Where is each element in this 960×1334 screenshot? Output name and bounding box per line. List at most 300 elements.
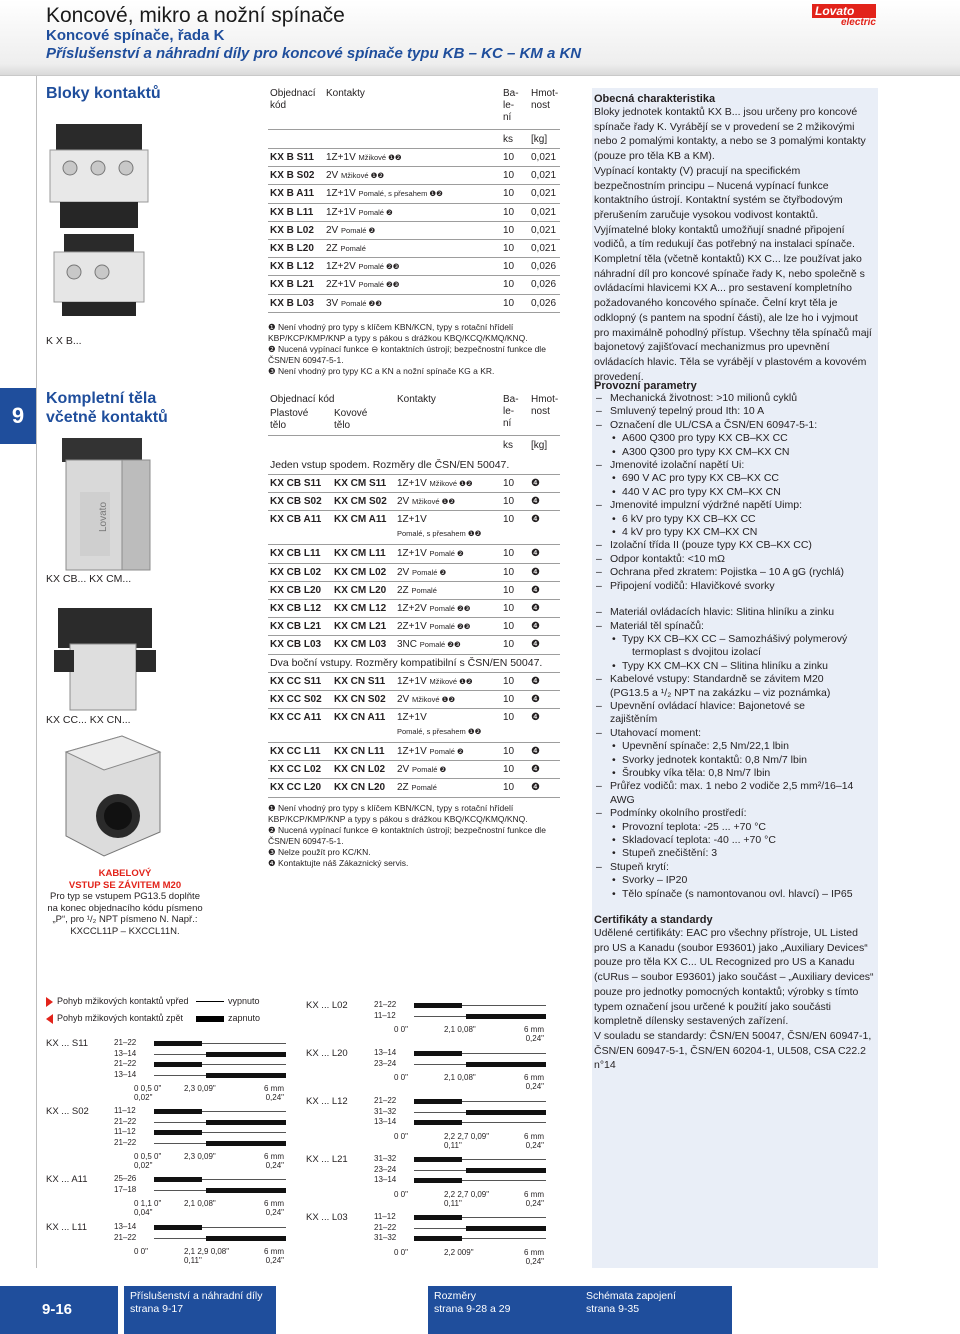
on-bar: [414, 1120, 462, 1125]
diagram-name: KX ... A11: [46, 1174, 88, 1185]
on-bar: [154, 1062, 202, 1067]
param-item: – Materiál těl spínačů:: [594, 620, 874, 633]
footnote-1: ❶ Není vhodný pro typy s klíčem KBN/KCN, typy s rotační hřídelí KBP/KCP/KMP/KNP a typy s pákou s drážkou KBQ/KCQ/KMQ/KNQ.: [268, 802, 528, 824]
row-rule: [268, 492, 560, 493]
metal-code: KX CN A11: [334, 712, 386, 723]
param-item: • 6 kV pro typy KX CB–KX CC: [594, 513, 874, 526]
cable-note-title1: KABELOVÝ: [98, 868, 152, 879]
contacts-value: 2Z: [397, 782, 409, 794]
contacts-value: 1Z+1V: [397, 675, 427, 687]
logo-sub: electric: [840, 17, 876, 28]
param-item: • 690 V AC pro typy KX CB–KX CC: [594, 472, 874, 485]
on-bar: [414, 1157, 462, 1162]
footer-dimensions-label: Rozměry: [434, 1290, 477, 1302]
terminal-label: 31–32: [374, 1233, 397, 1242]
h-pack1: Ba-: [503, 88, 519, 99]
contact-block-photo: [46, 120, 152, 320]
contacts-value: 2Z: [397, 584, 409, 596]
dim-mid: 2,1 0,08": [444, 1025, 476, 1034]
metal-code: KX CM L03: [334, 639, 387, 651]
pack-qty: 10: [503, 675, 515, 687]
page-subtitle-2: Příslušenství a náhradní díly pro koncové spínače typu KB – KC – KM a KN: [46, 45, 582, 62]
h-code: Objednací kód: [270, 394, 335, 405]
h-weight1: Hmot-: [531, 88, 559, 99]
label-kxcb: KX CB... KX CM...: [46, 573, 132, 585]
pack-qty: 10: [503, 261, 515, 273]
diagram-name: KX ... L03: [306, 1212, 348, 1223]
terminal-label: 13–14: [374, 1117, 397, 1126]
section-complete-bodies-line2: včetně kontaktů: [46, 409, 168, 426]
dim-start: 0 0": [394, 1073, 408, 1082]
h-contacts: Kontakty: [326, 88, 365, 99]
arrow-forward-icon: [46, 997, 53, 1007]
h-contacts: Kontakty: [397, 394, 436, 405]
cable-note-body: Pro typ se vstupem PG13.5 doplňte na konec objednacího kódu písmeno „P“, pro ¹/₂ NPT písmeno N. Např.: KXCCL11P – KXCCL11N.: [47, 891, 203, 937]
plastic-code: KX CB A11: [270, 514, 322, 526]
order-code: KX B A11: [270, 188, 315, 200]
contacts-value: 2V: [326, 170, 339, 182]
legend-off-text: vypnuto: [228, 996, 260, 1006]
weight-note: ❹: [531, 548, 540, 560]
general-p2: Vypínací kontakty (V) pracují na specifickém bezpečnostním principu – Nucená vypínací funkce kontaktního ústrojí. Kontaktní systém se čtyřbodovým přerušením zaručuje vysokou vodivost kontaktů. Vyjímatelné bloky kontaktů umožňují snadné připojení vodičů, a tím redukují čas potřebný na instalaci spínače.: [594, 164, 855, 251]
weight: 0,026: [531, 261, 557, 273]
pack-qty: 10: [503, 712, 515, 723]
page-title: Koncové, mikro a nožní spínače: [46, 4, 345, 27]
metal-code: KX CM S02: [334, 496, 387, 508]
dim-end: 6 mm 0,24": [264, 1247, 284, 1265]
metal-code: KX CN L11: [334, 746, 385, 757]
on-bar: [414, 1178, 462, 1183]
param-item: – Kabelové vstupy: Standardně se závitem M20: [594, 673, 874, 686]
contacts-type: Pomalé ❷: [429, 549, 464, 559]
param-item: • Upevnění spínače: 2,5 Nm/22,1 lbin: [594, 740, 874, 753]
contacts-cell: [326, 243, 366, 254]
param-item: [594, 593, 874, 606]
param-item: • 440 V AC pro typy KX CM–KX CN: [594, 486, 874, 499]
contacts-cell: [397, 621, 471, 632]
terminal-label: 23–24: [374, 1058, 397, 1068]
contacts-cell: [326, 152, 402, 163]
dim-start: 0 1,1 0" 0,04": [134, 1199, 162, 1217]
on-bar: [466, 1168, 546, 1173]
weight: 0,021: [531, 224, 557, 236]
contacts-cell: [326, 279, 400, 290]
footer-wiring-page: strana 9-35: [586, 1303, 640, 1315]
page-footer: [0, 1286, 960, 1334]
contacts-value: 2V: [397, 764, 410, 776]
contacts-cell: [397, 764, 446, 775]
order-code: KX B L03: [270, 297, 314, 309]
general-characteristics: [594, 93, 874, 384]
weight: 0,021: [531, 206, 557, 218]
on-bar: [206, 1073, 286, 1078]
dim-end: 6 mm 0,24": [524, 1189, 544, 1208]
row-rule: [268, 599, 560, 600]
contacts-value: 1Z+1V: [397, 514, 427, 526]
pack-qty: 10: [503, 224, 515, 236]
contacts-type: Pomalé ❷: [412, 567, 447, 577]
order-code: KX B S02: [270, 170, 315, 182]
section-contact-blocks: Bloky kontaktů: [46, 85, 161, 102]
terminal-label: 25–26: [114, 1174, 137, 1183]
weight-note: ❹: [531, 782, 540, 794]
diagram-name: KX ... L21: [306, 1154, 348, 1165]
weight-note: ❹: [531, 693, 540, 705]
weight-note: ❹: [531, 764, 540, 776]
weight: 0,021: [531, 188, 557, 200]
cable-note-title2: VSTUP SE ZÁVITEM M20: [68, 879, 182, 891]
weight-note: ❹: [531, 621, 540, 633]
chapter-tab: 9: [0, 388, 36, 444]
dim-start: 0 0": [394, 1247, 408, 1257]
metal-code: KX CM L11: [334, 548, 386, 560]
footnote-3: ❸ Není vhodný pro typy KC a KN a nožní spínače KG a KR.: [268, 366, 495, 376]
contacts-cell: [397, 676, 473, 687]
weight: 0,026: [531, 279, 557, 291]
dim-mid: 2,2 009": [444, 1247, 474, 1257]
row-rule: [268, 672, 560, 673]
diagram-name: KX ... L02: [306, 1000, 348, 1011]
contacts-value: 1Z+1V: [326, 188, 356, 200]
param-item: • A600 Q300 pro typy KX CB–KX CC: [594, 432, 874, 445]
plastic-code: KX CC A11: [270, 712, 322, 723]
operating-list: [594, 392, 874, 901]
param-item: – Materiál ovládacích hlavic: Slitina hliníku a zinku: [594, 606, 874, 619]
page-subtitle: Koncové spínače, řada K: [46, 27, 225, 44]
contacts-type: Pomalé ❷❸: [429, 604, 471, 613]
contacts-type: Pomalé ❷❸: [358, 280, 400, 290]
contacts-type: Pomalé: [411, 585, 437, 595]
dim-start: 0 0": [394, 1131, 408, 1141]
row-rule: [268, 184, 560, 185]
contacts-value: 3V: [326, 297, 339, 309]
svg-text:Lovato: Lovato: [98, 501, 109, 532]
header-rule: [268, 435, 560, 436]
group-end-rule: [268, 654, 560, 655]
plastic-code: KX CC L11: [270, 746, 321, 757]
on-bar: [154, 1041, 202, 1046]
row-rule: [268, 275, 560, 276]
row-rule: [268, 221, 560, 222]
contacts-cell: [397, 585, 437, 596]
plastic-code: KX CB S11: [270, 478, 322, 489]
on-bar: [206, 1052, 286, 1057]
header-rule: [268, 129, 560, 130]
order-code: KX B L12: [270, 261, 314, 273]
h-pack3: ní: [503, 112, 512, 123]
contacts-value: 2V: [397, 566, 410, 578]
weight-note: ❹: [531, 639, 540, 651]
unit-weight: [kg]: [531, 440, 548, 451]
param-item: • A300 Q300 pro typy KX CM–KX CN: [594, 446, 874, 459]
contacts-type: Mžikové ❶❷: [412, 694, 456, 704]
metal-code: KX CM L02: [334, 566, 387, 578]
contacts-type: Pomalé ❷❸: [429, 622, 471, 632]
param-item: – Izolační třída II (pouze typy KX CB–KX CC): [594, 539, 874, 552]
contacts-cell: [326, 188, 443, 199]
row-rule: [268, 474, 560, 475]
param-item: – Připojení vodičů: Hlavičkové svorky: [594, 580, 874, 593]
contacts-cell: [397, 694, 455, 705]
h-code2: kód: [270, 100, 287, 111]
param-item: – Utahovací moment:: [594, 727, 874, 740]
contacts-cell: [326, 207, 393, 218]
param-item: – Průřez vodičů: max. 1 nebo 2 vodiče 2,5 mm²/16–14 AWG: [594, 780, 874, 807]
table-end-rule: [268, 797, 560, 798]
footnote-3: ❸ Nelze použít pro KC/KN.: [268, 846, 371, 857]
contacts-cell: [397, 746, 464, 757]
unit-weight: [kg]: [531, 134, 548, 145]
h-pack3: ní: [503, 418, 512, 429]
pack-qty: 10: [503, 782, 515, 794]
table-end-rule: [268, 312, 560, 313]
label-kxcc: KX CC... KX CN...: [46, 714, 131, 726]
plastic-code: KX CC S02: [270, 693, 322, 705]
contacts-cell: [397, 567, 446, 578]
weight-note: ❹: [531, 746, 540, 757]
terminal-label: 21–22: [114, 1038, 137, 1047]
terminal-label: 11–12: [374, 1010, 396, 1020]
weight-note: ❹: [531, 566, 540, 578]
h-plastic2: tělo: [270, 420, 287, 431]
on-bar: [466, 1226, 546, 1231]
contacts-value: 2V: [326, 224, 339, 236]
metal-code: KX CM L20: [334, 584, 387, 596]
dim-mid: 2,1 0,08": [444, 1073, 476, 1082]
param-item: – Odpor kontaktů: <10 mΩ: [594, 553, 874, 566]
pack-qty: 10: [503, 566, 515, 578]
contacts-cell: [397, 548, 464, 559]
dim-mid: 2,2 2,7 0,09" 0,11": [444, 1189, 490, 1208]
row-rule: [268, 257, 560, 258]
legend-on: [196, 1013, 260, 1023]
dim-mid: 2,2 2,7 0,09" 0,11": [444, 1131, 490, 1150]
terminal-label: 11–12: [114, 1106, 136, 1115]
terminal-label: 13–14: [114, 1048, 137, 1058]
pack-qty: 10: [503, 243, 515, 254]
contacts-type: Pomalé ❷: [358, 207, 393, 217]
on-bar: [206, 1236, 286, 1241]
terminal-label: 31–32: [374, 1154, 397, 1163]
footnote-1: ❶ Není vhodný pro typy s klíčem KBN/KCN, typy s rotační hřídelí KBP/KCP/KMP/KNP a typy s pákou s drážkou KBQ/KCQ/KMQ/KNQ.: [268, 322, 528, 343]
h-plastic1: Plastové: [270, 408, 309, 419]
contacts-type: Pomalé ❷: [412, 765, 447, 775]
plastic-code: KX CB L11: [270, 548, 321, 560]
order-code: KX B L11: [270, 206, 314, 218]
param-item: • Tělo spínače (s namontovanou ovl. hlavcí) – IP65: [594, 888, 874, 901]
pack-qty: 10: [503, 746, 515, 757]
pack-qty: 10: [503, 693, 515, 705]
weight-note: ❹: [531, 675, 540, 687]
diagram-name: KX ... S11: [46, 1038, 89, 1049]
row-rule: [268, 617, 560, 618]
param-item: • 4 kV pro typy KX CM–KX CN: [594, 526, 874, 539]
h-pack2: le-: [503, 100, 515, 111]
row-rule: [268, 544, 560, 545]
dim-end: 6 mm 0,24": [524, 1247, 544, 1266]
footer-link-dimensions[interactable]: [428, 1286, 580, 1334]
dim-mid: 2,3 0,09": [184, 1084, 216, 1093]
order-code: KX B L02: [270, 224, 314, 236]
row-rule: [268, 294, 560, 295]
operating-parameters: [594, 380, 874, 901]
general-p1: Bloky jednotek kontaktů KX B... jsou určeny pro koncové spínače řady K. Vyrábějí se v provedení se 2 mžikovými nebo 2 pomalými kontakty, a nebo se 3 pomalými kontakty (pouze pro těla KB a KM).: [594, 106, 866, 163]
dim-mid: 2,1 0,08": [184, 1199, 216, 1208]
cert-p1: Udělené certifikáty: EAC pro všechny přístroje, UL Listed pro US a Kanadu (soubor E93601) jako „Auxiliary Devices“ pouze pro těla KX C... UL Recognized pro US a Kanadu (cURus – soubor E93601) jako součást – „Auxiliary devices“ pouze pro jednotky pomocných kontaktů; výrobky s tímto typem označení jsou určené k použití jako součásti kompletně dílensky sestavených zařízení.: [594, 927, 874, 1028]
metal-code: KX CN L20: [334, 782, 386, 794]
on-bar: [466, 1110, 546, 1115]
contacts-value: 1Z+1V: [397, 712, 427, 723]
dim-start: 0 0": [134, 1247, 148, 1256]
param-item: • Typy KX CM–KX CN – Slitina hliníku a zinku: [594, 660, 874, 673]
plastic-code: KX CC L20: [270, 782, 322, 794]
terminal-label: 11–12: [374, 1212, 396, 1221]
contacts-value: 1Z+1V: [326, 206, 356, 218]
param-item: • Svorky – IP20: [594, 874, 874, 887]
on-bar: [154, 1177, 202, 1182]
plastic-code: KX CB L12: [270, 603, 322, 614]
pack-qty: 10: [503, 548, 515, 560]
on-bar-icon: [196, 1016, 224, 1022]
diagram-name: KX ... L11: [46, 1222, 88, 1233]
terminal-label: 21–22: [114, 1116, 137, 1126]
param-item: – Označení dle UL/CSA a ČSN/EN 60947-5-1:: [594, 419, 874, 432]
cable-entry-photo: [52, 732, 168, 864]
order-code: KX B L21: [270, 279, 314, 291]
contacts-value: 2Z: [326, 243, 338, 254]
footnote-2: ❷ Nucená vypínací funkce ⊖ kontaktních ústrojí; bezpečnostní funkce dle ČSN/EN 60947-5-1.: [268, 824, 546, 846]
on-bar: [154, 1109, 202, 1114]
plastic-code: KX CB L21: [270, 621, 322, 633]
dim-end: 6 mm 0,24": [264, 1152, 284, 1170]
on-bar: [414, 1215, 462, 1220]
contacts-cell: [397, 478, 473, 489]
on-bar: [466, 1014, 546, 1019]
weight-note: ❹: [531, 496, 540, 508]
footer-link-wiring[interactable]: [580, 1286, 732, 1334]
footnote-2: ❷ Nucená vypínací funkce ⊖ kontaktních ústrojí; bezpečnostní funkce dle ČSN/EN 60947-5-1.: [268, 344, 546, 365]
footnote-4: ❹ Kontaktujte náš Zákaznický servis.: [268, 857, 409, 868]
footer-dimensions-page: strana 9-28 a 29: [434, 1303, 511, 1315]
cable-entry-note: [46, 868, 204, 937]
section-complete-bodies-line1: Kompletní těla: [46, 390, 157, 407]
contacts-type: Pomalé ❷❸: [358, 262, 400, 272]
param-item: • Šroubky víka těla: 0,8 Nm/7 lbin: [594, 767, 874, 780]
pack-qty: 10: [503, 478, 515, 489]
pack-qty: 10: [503, 170, 515, 182]
dim-start: 0 0": [394, 1025, 408, 1034]
contacts-value: 2Z+1V: [397, 621, 427, 633]
diagram-name: KX ... S02: [46, 1106, 89, 1117]
param-item: – Jmenovité izolační napětí Ui:: [594, 459, 874, 472]
dim-end: 6 mm 0,24": [264, 1199, 284, 1217]
certifications: [594, 914, 874, 1073]
on-bar: [466, 1062, 546, 1067]
param-item: • Typy KX CB–KX CC – Samozhášivý polymerový: [594, 633, 874, 646]
plastic-code: KX CB L03: [270, 639, 322, 651]
plastic-code: KX CB L20: [270, 584, 322, 596]
page-header: [0, 0, 960, 76]
label-kxb: K X B...: [46, 335, 82, 347]
terminal-label: 17–18: [114, 1184, 137, 1194]
legend-forward-text: Pohyb mžikových kontaktů vpřed: [57, 996, 189, 1006]
group-title-2: Dva boční vstupy. Rozměry kompatibilní s ČSN/EN 50047.: [270, 656, 543, 669]
unit-pack: ks: [503, 134, 513, 145]
contacts-cell: [326, 225, 375, 236]
h-metal1: Kovové: [334, 408, 368, 419]
pack-qty: 10: [503, 514, 515, 526]
terminal-label: 23–24: [374, 1164, 397, 1174]
param-item: – Smluvený tepelný proud Ith: 10 A: [594, 405, 874, 418]
param-item: (PG13.5 a ¹/₂ NPT na zakázku – viz poznámka): [610, 686, 831, 699]
contacts-value: 1Z+1V: [397, 548, 427, 560]
pack-qty: 10: [503, 297, 515, 309]
param-item: – Jmenovité impulzní výdržné napětí Uimp:: [594, 499, 874, 512]
row-rule: [268, 148, 560, 149]
dim-end: 6 mm 0,24": [524, 1073, 544, 1091]
arrow-back-icon: [46, 1014, 53, 1024]
side-divider: [36, 76, 37, 1268]
unit-pack: ks: [503, 440, 513, 451]
lovato-logo: [812, 4, 876, 28]
h-weight2: nost: [531, 100, 550, 111]
off-line-icon: [196, 1001, 224, 1002]
terminal-label: 21–22: [374, 1000, 397, 1009]
row-rule: [268, 708, 560, 709]
on-bar: [414, 1003, 462, 1008]
terminal-label: 31–32: [374, 1106, 397, 1116]
dim-end: 6 mm 0,24": [264, 1084, 284, 1102]
row-rule: [268, 635, 560, 636]
on-bar: [206, 1188, 286, 1193]
row-rule: [268, 510, 560, 511]
h-pack2: le-: [503, 406, 515, 417]
dim-mid: 2,3 0,09": [184, 1152, 216, 1161]
footer-link-accessories[interactable]: [124, 1286, 276, 1334]
terminal-label: 13–14: [374, 1175, 397, 1184]
plastic-code: KX CC L02: [270, 764, 322, 776]
weight-note: ❹: [531, 603, 540, 614]
contacts-type: Mžikové ❶❷: [412, 497, 456, 507]
footer-accessories-page: strana 9-17: [130, 1303, 184, 1315]
metal-code: KX CM S11: [334, 478, 387, 489]
row-rule: [268, 760, 560, 761]
dim-start: 0 0,5 0" 0,02": [134, 1084, 162, 1102]
contacts-cell: [397, 496, 455, 507]
param-item: • Stupeň znečištění: 3: [594, 847, 874, 860]
on-bar: [206, 1120, 286, 1125]
metal-code: KX CM L21: [334, 621, 387, 633]
weight: 0,021: [531, 243, 557, 254]
pack-qty: 10: [503, 206, 515, 218]
param-item: – Mechanická životnost: >10 milionů cyklů: [594, 392, 874, 405]
logo-mark: Lovato: [812, 4, 876, 18]
terminal-label: 21–22: [374, 1222, 397, 1232]
contacts-value: 3NC: [397, 639, 418, 651]
contacts-type: Pomalé ❷: [429, 747, 464, 756]
metal-code: KX CM A11: [334, 514, 387, 526]
row-rule: [268, 581, 560, 582]
row-rule: [268, 690, 560, 691]
order-code: KX B L20: [270, 243, 314, 254]
cert-p2: V souladu se standardy: ČSN/EN 50047, ČSN/EN 60947-1, ČSN/EN 60947-5-1, ČSN/EN 60204-1, UL508, CSA C22.2 n°14: [594, 1029, 872, 1072]
row-rule: [268, 239, 560, 240]
on-bar: [154, 1225, 202, 1230]
legend-forward: [46, 996, 189, 1007]
weight: 0,021: [531, 170, 557, 182]
on-bar: [206, 1141, 286, 1146]
on-bar: [154, 1130, 202, 1135]
